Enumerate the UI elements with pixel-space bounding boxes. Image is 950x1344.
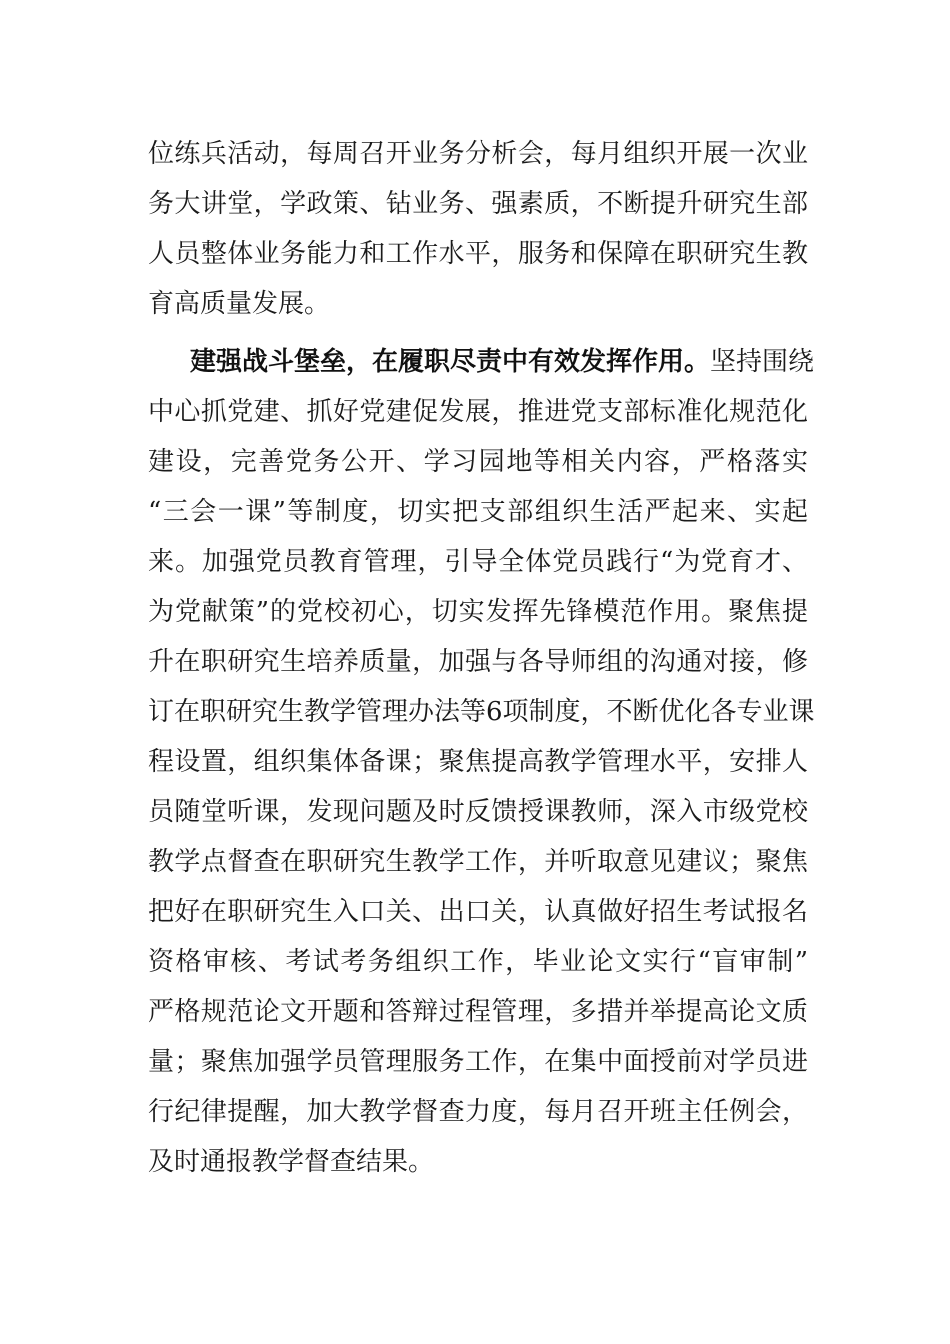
- text-line: 订在职研究生教学管理办法等6项制度，不断优化各专业课: [148, 697, 815, 727]
- text-line: 升在职研究生培养质量，加强与各导师组的沟通对接，修: [148, 647, 808, 677]
- first-line-rest: 坚持围绕: [710, 347, 815, 377]
- text-line: 来。加强党员教育管理，引导全体党员践行“为党育才、: [148, 547, 808, 577]
- text-line: 育高质量发展。: [148, 289, 331, 319]
- text-line: 把好在职研究生入口关、出口关，认真做好招生考试报名: [148, 897, 808, 927]
- text-line: 位练兵活动，每周召开业务分析会，每月组织开展一次业: [148, 139, 808, 169]
- text-line: 量；聚焦加强学员管理服务工作，在集中面授前对学员进: [148, 1047, 808, 1077]
- text-line: 中心抓党建、抓好党建促发展，推进党支部标准化规范化: [148, 397, 808, 427]
- text-line: 及时通报教学督查结果。: [148, 1147, 435, 1177]
- paragraph-heading: 建强战斗堡垒，在履职尽责中有效发挥作用。: [190, 347, 711, 377]
- text-line: 程设置，组织集体备课；聚焦提高教学管理水平，安排人: [148, 747, 808, 777]
- text-line: “三会一课”等制度，切实把支部组织生活严起来、实起: [148, 497, 808, 527]
- text-line: 行纪律提醒，加大教学督查力度，每月召开班主任例会，: [148, 1097, 808, 1127]
- text-line: 人员整体业务能力和工作水平，服务和保障在职研究生教: [148, 239, 808, 269]
- text-line: 建设，完善党务公开、学习园地等相关内容，严格落实: [148, 447, 808, 477]
- text-line: 教学点督查在职研究生教学工作，并听取意见建议；聚焦: [148, 847, 808, 877]
- text-line: 员随堂听课，发现问题及时反馈授课教师，深入市级党校: [148, 797, 808, 827]
- text-line: 资格审核、考试考务组织工作，毕业论文实行“盲审制”: [148, 947, 808, 977]
- paragraph-first-line: [190, 342, 815, 382]
- text-line: 为党献策”的党校初心，切实发挥先锋模范作用。聚焦提: [148, 597, 808, 627]
- text-line: 严格规范论文开题和答辩过程管理，多措并举提高论文质: [148, 997, 808, 1027]
- text-line: 务大讲堂，学政策、钻业务、强素质，不断提升研究生部: [148, 189, 808, 219]
